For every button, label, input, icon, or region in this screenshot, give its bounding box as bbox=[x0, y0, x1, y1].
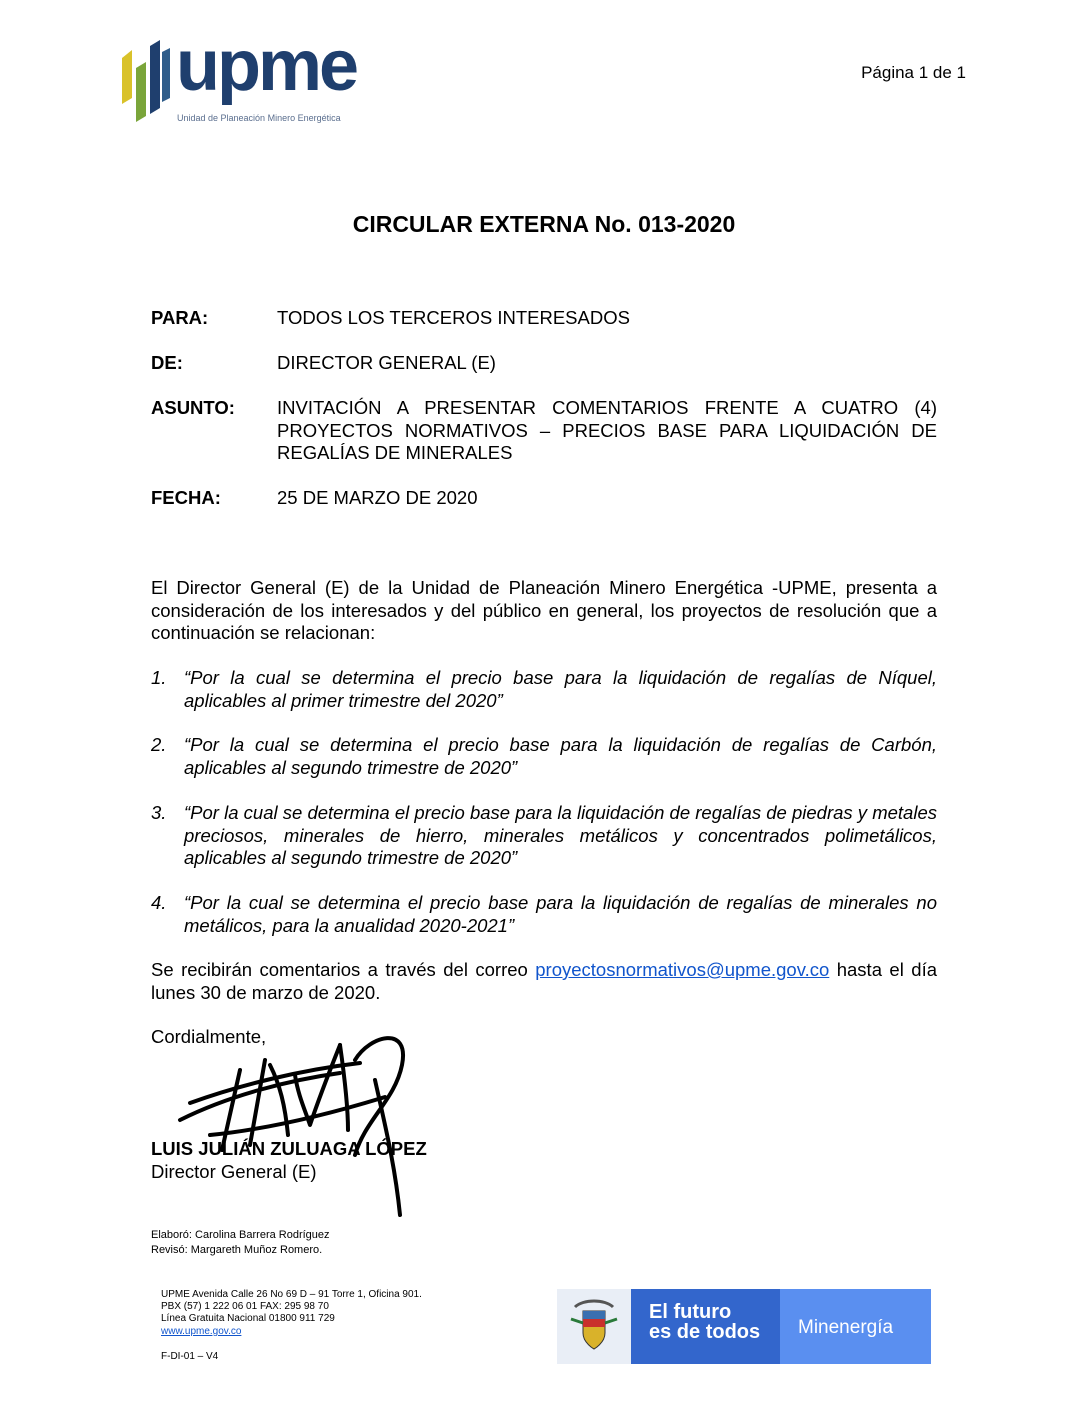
comments-email-link[interactable]: proyectosnormativos@upme.gov.co bbox=[535, 959, 830, 980]
ministry-name: Minenergía bbox=[798, 1317, 894, 1338]
signer-name: LUIS JULIÁN ZULUAGA LÓPEZ bbox=[151, 1138, 427, 1159]
list-item bbox=[151, 892, 937, 937]
prepared-by: Elaboró: Carolina Barrera Rodríguez bbox=[151, 1229, 330, 1241]
coat-of-arms-panel bbox=[557, 1289, 631, 1364]
comments-text-after: hasta el día lunes 30 de marzo de 2020. bbox=[151, 959, 937, 1003]
reviewed-by: Revisó: Margareth Muñoz Romero. bbox=[151, 1244, 323, 1256]
comments-text-before: Se recibirán comentarios a través del correo bbox=[151, 959, 536, 980]
field-de bbox=[151, 352, 937, 375]
list-item bbox=[151, 734, 937, 779]
list-item bbox=[151, 802, 937, 870]
list-item-number: 3. bbox=[151, 802, 167, 823]
logo-subtitle: Unidad de Planeación Minero Energética bbox=[177, 113, 341, 123]
de-label: DE: bbox=[151, 352, 183, 373]
list-item-text: “Por la cual se determina el precio base para la liquidación de regalías de minerales no metálicos, para la anualidad 2020-2021” bbox=[184, 892, 937, 936]
government-banner bbox=[557, 1289, 931, 1364]
list-item-number: 4. bbox=[151, 892, 167, 913]
footer-website-link[interactable]: www.upme.gov.co bbox=[161, 1326, 242, 1337]
intro-paragraph: El Director General (E) de la Unidad de Planeación Minero Energética -UPME, presenta a consideración de los interesados y del público en general, los proyectos de resolución que a continuación se relacionan: bbox=[151, 577, 937, 643]
list-item-text: “Por la cual se determina el precio base para la liquidación de regalías de Carbón, aplicables al segundo trimestre de 2020” bbox=[184, 734, 937, 778]
upme-logo bbox=[120, 26, 357, 130]
para-value: TODOS LOS TERCEROS INTERESADOS bbox=[277, 307, 630, 328]
field-asunto bbox=[151, 397, 937, 465]
footer-toll-free: Línea Gratuita Nacional 01800 911 729 bbox=[161, 1313, 335, 1324]
para-label: PARA: bbox=[151, 307, 209, 328]
fecha-label: FECHA: bbox=[151, 487, 221, 508]
footer-address: UPME Avenida Calle 26 No 69 D – 91 Torre 1, Oficina 901. bbox=[161, 1289, 422, 1300]
slogan-line-2: es de todos bbox=[649, 1321, 761, 1343]
signer-role: Director General (E) bbox=[151, 1161, 317, 1182]
slogan-line-1: El futuro bbox=[649, 1301, 732, 1323]
handwritten-signature bbox=[170, 1025, 420, 1220]
footer-phone: PBX (57) 1 222 06 01 FAX: 295 98 70 bbox=[161, 1301, 329, 1312]
list-item bbox=[151, 667, 937, 712]
coat-of-arms-icon bbox=[557, 1289, 631, 1364]
asunto-label: ASUNTO: bbox=[151, 397, 235, 418]
page-number: Página 1 de 1 bbox=[861, 63, 966, 82]
logo-wordmark: upme bbox=[176, 26, 357, 106]
field-fecha bbox=[151, 487, 937, 510]
closing: Cordialmente, bbox=[151, 1026, 267, 1047]
form-code: F-DI-01 – V4 bbox=[161, 1351, 219, 1362]
document-title: CIRCULAR EXTERNA No. 013-2020 bbox=[352, 211, 736, 237]
list-item-text: “Por la cual se determina el precio base para la liquidación de regalías de piedras y metales preciosos, minerales de hierro, minerales metálicos y concentrados polimetálicos, aplicables al segundo trimestre de 2020” bbox=[184, 802, 937, 868]
slogan-text bbox=[649, 1302, 760, 1342]
asunto-value: INVITACIÓN A PRESENTAR COMENTARIOS FRENTE A CUATRO (4) PROYECTOS NORMATIVOS – PRECIOS BASE PARA LIQUIDACIÓN DE REGALÍAS DE MINERALES bbox=[277, 397, 937, 463]
list-item-number: 1. bbox=[151, 667, 167, 688]
fecha-value: 25 DE MARZO DE 2020 bbox=[277, 487, 478, 508]
upme-logo-mark-icon bbox=[120, 38, 172, 128]
field-para bbox=[151, 307, 937, 330]
comments-paragraph bbox=[151, 959, 937, 1004]
list-item-text: “Por la cual se determina el precio base para la liquidación de regalías de Níquel, aplicables al primer trimestre del 2020” bbox=[184, 667, 937, 711]
de-value: DIRECTOR GENERAL (E) bbox=[277, 352, 496, 373]
list-item-number: 2. bbox=[151, 734, 167, 755]
